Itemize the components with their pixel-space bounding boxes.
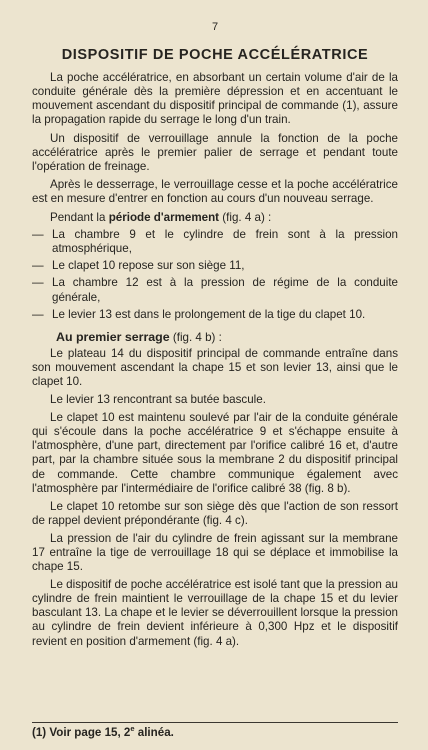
premier-serrage-heading: Au premier serrage (fig. 4 b) :: [56, 329, 222, 344]
list-item: — Le clapet 10 repose sur son siège 11,: [32, 259, 245, 273]
footnote: (1) Voir page 15, 2e alinéa.: [32, 722, 398, 740]
armement-bold-term: période d'armement: [108, 211, 220, 225]
paragraph: Le plateau 14 du dispositif principal de commande entraîne dans son mouvement ascendant la chape 15 et son levier 13, ainsi que le clapet 10.: [32, 346, 398, 388]
page-number: 7: [211, 21, 219, 33]
paragraph: Le clapet 10 est maintenu soulevé par l'air de la conduite générale qui s'écoule dans la poche accélératrice 9 et s'échappe ensuite à l'atmosphère, d'une part, directement par l'orifice calibré 16 et, d'autre part, par la chambre située sous la membrane 2 du dispositif principal de commande. Cette chambre communique également avec l'atmosphère par l'intermédiaire de l'orifice calibré 38 (fig. 8 b).: [32, 411, 398, 495]
section-title: DISPOSITIF DE POCHE ACCÉLÉRATRICE: [61, 47, 369, 64]
paragraph: Après le desserrage, le verrouillage cesse et la poche accélératrice est en mesure d'entrer en fonction au cours d'un nouveau serrage.: [32, 177, 398, 205]
armement-heading: Pendant la période d'armement (fig. 4 a) :: [50, 211, 272, 225]
paragraph: La pression de l'air du cylindre de frein agissant sur la membrane 17 entraîne la tige de verrouillage 18 qui se déplace et immobilise la chape 15.: [32, 531, 398, 574]
paragraph: Le dispositif de poche accélératrice est isolé tant que la pression au cylindre de frein maintient le verrouillage de la chape 15 et du levier basculant 13. La chape et le levier se déverrouillent lorsque la pression au cylindre de frein devient inférieure à 0,300 Hpz et le dispositif revient en position d'armement (fig. 4 a).: [32, 578, 398, 648]
paragraph: La poche accélératrice, en absorbant un certain volume d'air de la conduite générale dès la première dépression et en accentuant le mouvement ascendant du dispositif principal de commande (1), assure la propagation rapide du serrage le long d'un train.: [32, 71, 398, 127]
paragraph: Un dispositif de verrouillage annule la fonction de la poche accélératrice après le premier palier de serrage et pendant toute l'opération de freinage.: [32, 131, 398, 173]
list-item: — La chambre 12 est à la pression de régime de la conduite générale,: [32, 276, 398, 304]
paragraph: Le clapet 10 retombe sur son siège dès que l'action de son ressort de rappel devient prépondérante (fig. 4 c).: [32, 499, 398, 527]
armement-list: [32, 228, 398, 322]
intro-section: [32, 71, 398, 206]
premier-serrage-section: [32, 347, 398, 649]
list-item: — La chambre 9 et le cylindre de frein sont à la pression atmosphérique,: [32, 228, 398, 256]
paragraph: Le levier 13 rencontrant sa butée bascule.: [50, 393, 266, 407]
list-item: — Le levier 13 est dans le prolongement de la tige du clapet 10.: [32, 307, 366, 321]
